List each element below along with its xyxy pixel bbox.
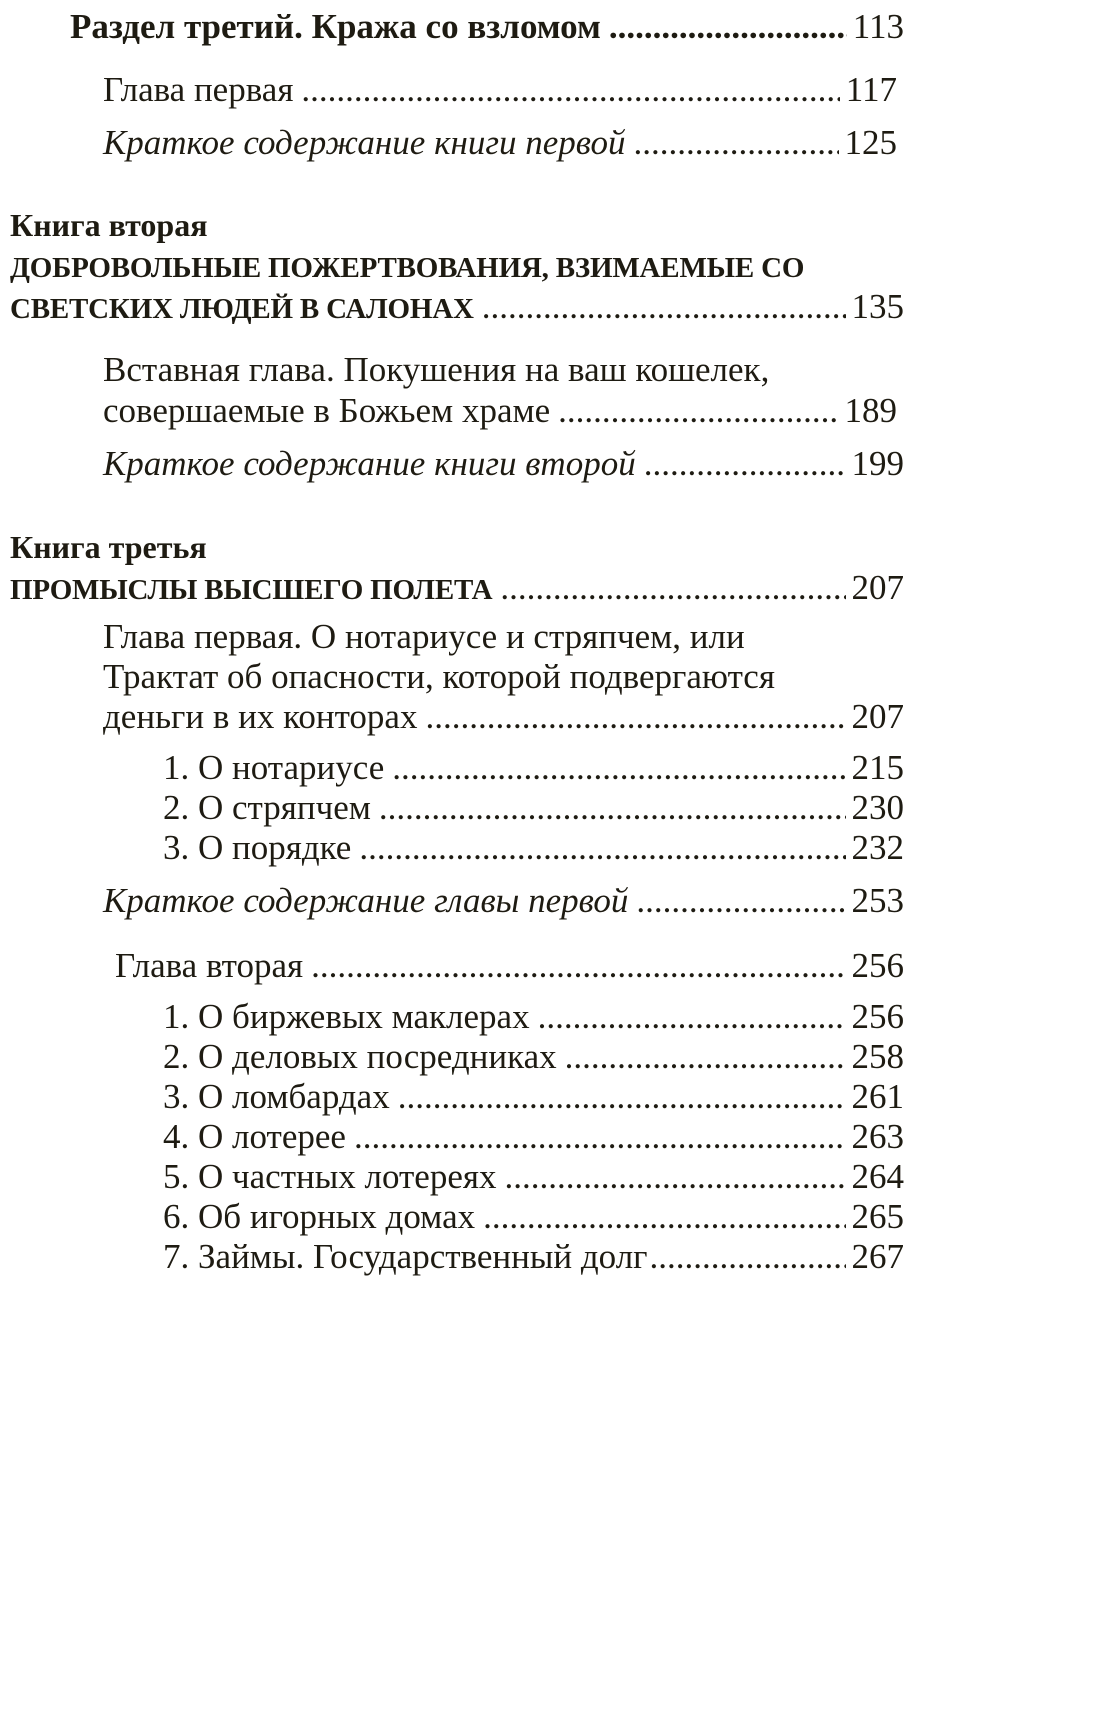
toc-page-number: 207 — [851, 568, 904, 607]
leader-dots — [565, 1037, 846, 1077]
toc-entry-subitem[interactable] — [163, 1157, 904, 1197]
toc-page-number: 265 — [851, 1197, 904, 1236]
toc-page-number: 232 — [851, 828, 904, 867]
leader-dots — [425, 697, 845, 737]
leader-dots — [500, 568, 845, 608]
toc-label: Глава вторая — [115, 946, 304, 985]
toc-page-number: 189 — [844, 391, 897, 430]
toc-page-number: 263 — [851, 1117, 904, 1156]
leader-dots — [538, 997, 846, 1037]
leader-dots — [398, 1077, 846, 1117]
leader-dots — [482, 287, 846, 327]
leader-dots — [311, 946, 845, 986]
toc-label: деньги в их конторах — [103, 697, 418, 736]
leader-dots — [634, 123, 839, 163]
toc-entry-subitem[interactable] — [163, 997, 904, 1037]
toc-label: Раздел третий. Кража со взломом — [70, 7, 601, 46]
leader-dots — [558, 391, 838, 431]
toc-page-number: 256 — [851, 946, 904, 985]
toc-label: 2. О деловых посредниках — [163, 1037, 557, 1076]
toc-page-number: 253 — [851, 881, 904, 920]
leader-dots — [504, 1157, 845, 1197]
leader-dots — [301, 70, 839, 110]
leader-dots — [354, 1117, 846, 1157]
toc-entry-section3[interactable] — [70, 7, 904, 47]
toc-page-number: 199 — [851, 444, 904, 483]
toc-entry-chapter[interactable] — [115, 946, 904, 986]
toc-entry-subitem[interactable] — [163, 1237, 904, 1277]
toc-entry-chapter[interactable] — [103, 70, 897, 110]
leader-dots — [650, 1237, 846, 1277]
toc-page-number: 125 — [844, 123, 897, 162]
toc-label: 4. О лотерее — [163, 1117, 346, 1156]
toc-page-number: 264 — [851, 1157, 904, 1196]
toc-label: 6. Об игорных домах — [163, 1197, 476, 1236]
toc-label: Глава первая — [103, 70, 294, 109]
toc-chapter-line: Трактат об опасности, которой подвергаются — [103, 657, 775, 696]
toc-page-number: 207 — [851, 697, 904, 736]
toc-label: совершаемые в Божьем храме — [103, 391, 551, 430]
toc-entry-subitem[interactable] — [163, 1117, 904, 1157]
toc-label: Краткое содержание книги второй — [103, 444, 636, 483]
leader-dots — [359, 828, 845, 868]
toc-page-number: 261 — [851, 1077, 904, 1116]
toc-entry-book3[interactable] — [10, 568, 904, 610]
toc-label: 1. О биржевых маклерах — [163, 997, 530, 1036]
toc-label: 5. О частных лотереях — [163, 1157, 497, 1196]
toc-page-number: 117 — [845, 70, 897, 109]
leader-dots — [644, 444, 846, 484]
toc-label: 2. О стряпчем — [163, 788, 371, 827]
toc-label: Краткое содержание книги первой — [103, 123, 626, 162]
toc-entry-book2[interactable] — [10, 287, 904, 329]
toc-entry-summary[interactable] — [103, 123, 897, 163]
toc-entry-subitem[interactable] — [163, 828, 904, 868]
toc-entry-summary[interactable] — [103, 881, 904, 921]
book-heading: Книга третья — [10, 529, 207, 565]
toc-page-number: 256 — [851, 997, 904, 1036]
toc-label: 7. Займы. Государственный долг — [163, 1237, 648, 1276]
toc-entry-summary[interactable] — [103, 444, 904, 484]
toc-entry-subitem[interactable] — [163, 1197, 904, 1237]
toc-chapter-line: Вставная глава. Покушения на ваш кошелек, — [103, 350, 770, 389]
toc-entry-insert[interactable] — [103, 391, 897, 431]
toc-page-number: 230 — [851, 788, 904, 827]
toc-page-number: 135 — [851, 287, 904, 326]
toc-page-number: 215 — [851, 748, 904, 787]
toc-entry-subitem[interactable] — [163, 748, 904, 788]
toc-label: 3. О порядке — [163, 828, 352, 867]
toc-label: 1. О нотариусе — [163, 748, 385, 787]
leader-dots — [483, 1197, 845, 1237]
toc-entry-chapter[interactable] — [103, 697, 904, 737]
toc-label: Краткое содержание главы первой — [103, 881, 629, 920]
toc-entry-subitem[interactable] — [163, 788, 904, 828]
leader-dots — [609, 7, 847, 47]
toc-label: 3. О ломбардах — [163, 1077, 390, 1116]
toc-page-number: 258 — [851, 1037, 904, 1076]
book-heading: Книга вторая — [10, 207, 208, 243]
leader-dots — [379, 788, 846, 828]
toc-label: СВЕТСКИХ ЛЮДЕЙ В САЛОНАХ — [10, 293, 474, 325]
toc-entry-subitem[interactable] — [163, 1077, 904, 1117]
book-title-line: ДОБРОВОЛЬНЫЕ ПОЖЕРТВОВАНИЯ, ВЗИМАЕМЫЕ СО — [10, 252, 805, 284]
toc-page-number: 113 — [852, 7, 904, 46]
toc-entry-subitem[interactable] — [163, 1037, 904, 1077]
toc-label: ПРОМЫСЛЫ ВЫСШЕГО ПОЛЕТА — [10, 574, 493, 606]
leader-dots — [636, 881, 845, 921]
toc-page-number: 267 — [851, 1237, 904, 1276]
leader-dots — [392, 748, 845, 788]
toc-chapter-line: Глава первая. О нотариусе и стряпчем, или — [103, 617, 745, 656]
